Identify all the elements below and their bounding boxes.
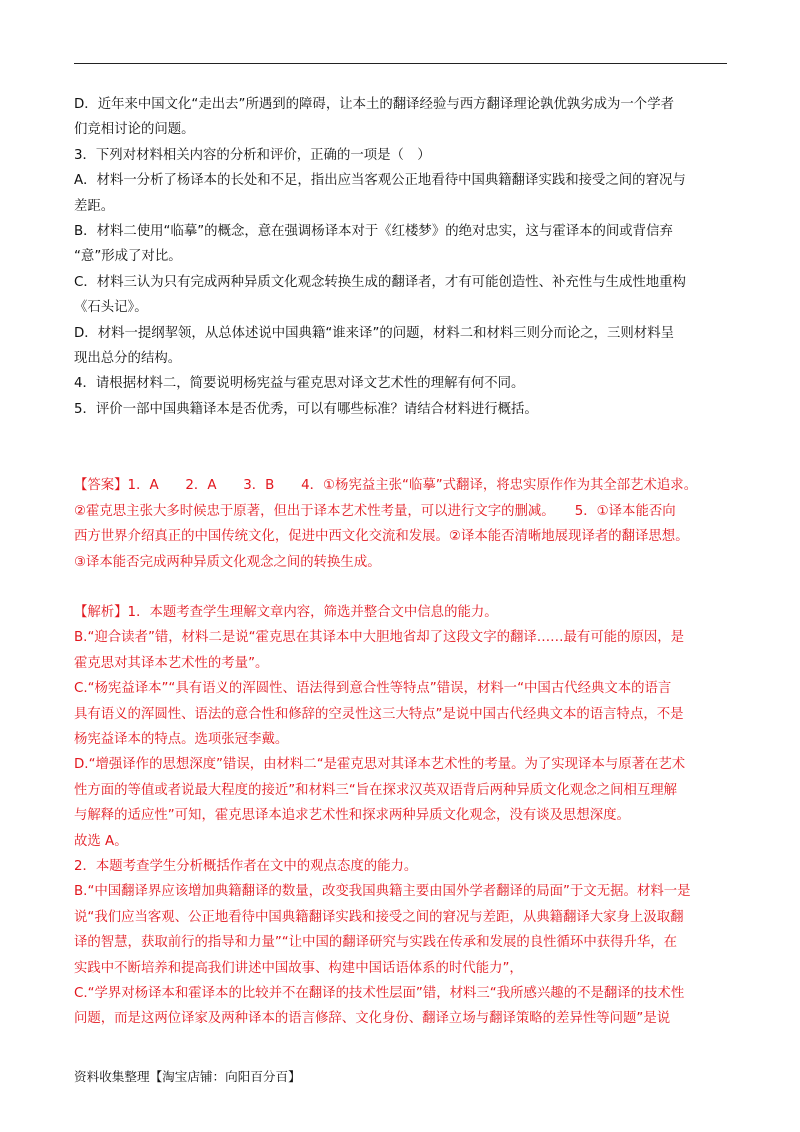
analysis-q2-b: B.“中国翻译界应该增加典籍翻译的数量，改变我国典籍主要由国外学者翻译的局面”于文无据。材料一是 说“我们应当客观、公正地看待中国典籍翻译实践和接受之间的窘况与差距，从典籍翻译大家身上汲取翻 译的智慧，获取前行的指导和力量”“让中国的翻译研究与实践在传承和发展的良性循环中获得升华，在 实践中不断培养和提高我们讲述中国故事、构建中国话语体系的时代能力”， [74,884,691,976]
header-rule [74,63,727,64]
question-3: 3．下列对材料相关内容的分析和评价，正确的一项是（ ） [74,147,431,163]
spacer [74,575,734,600]
analysis-d: D.“增强译作的思想深度”错误，由材料二“是霍克思对其译本艺术性的考量。为了实现译本与原著在艺术 性方面的等值或者说最大程度的接近”和材料三“旨在探求汉英双语背后两种异质文化观念之间相互理解 与解释的适应性”可知，霍克思译本追求艺术性和探求两种异质文化观念，没有谈及思想深度。 [74,757,686,824]
analysis-c: C.“杨宪益译本”“具有语义的浑圆性、语法得到意合性等特点”错误，材料一“中国古代经典文本的语言 具有语义的浑圆性、语法的意合性和修辞的空灵性这三大特点”是说中国古代经典文本的语言特点，不是 杨宪益译本的特点。选项张冠李戴。 [74,681,684,747]
option-d-q2: D．近年来中国文化“走出去”所遇到的障碍，让本土的翻译经验与西方翻译理论孰优孰劣成为一个学者 们竞相讨论的问题。 [74,97,674,138]
answer-block: 【答案】1．A 2．A 3．B 4．①杨宪益主张“临摹”式翻译，将忠实原作作为其全部艺术追求。 ②霍克思主张大多时候忠于原著，但出于译本艺术性考量，可以进行文字的删减。 5．①译本能否向 西方世界介绍真正的中国传统文化，促进中西文化交流和发展。②译本能否清晰地展现译者的翻译思想。 ③译本能否完成两种异质文化观念之间的转换生成。 [74,478,698,570]
page-footer: 资料收集整理【淘宝店铺：向阳百分百】 [74,1069,301,1084]
question-4: 4．请根据材料二，简要说明杨宪益与霍克思对译文艺术性的理解有何不同。 [74,376,525,392]
option-a-q3: A．材料一分析了杨译本的长处和不足，指出应当客观公正地看待中国典籍翻译实践和接受之间的窘况与 差距。 [74,173,686,214]
option-c-q3: C．材料三认为只有完成两种异质文化观念转换生成的翻译者，才有可能创造性、补充性与生成性地重构 《石头记》。 [74,274,686,316]
analysis-conclusion: 故选 A。 [74,833,128,849]
analysis-heading: 【解析】1．本题考查学生理解文章内容，筛选并整合文中信息的能力。 [74,604,498,620]
analysis-b: B.“迎合读者”错，材料二是说“霍克思在其译本中大胆地省却了这段文字的翻译……最有可能的原因，是 霍克思对其译本艺术性的考量”。 [74,630,685,671]
option-b-q3: B．材料二使用“临摹”的概念，意在强调杨译本对于《红楼梦》的绝对忠实，这与霍译本的间或背信弃 “意”形成了对比。 [74,224,673,265]
option-d-q3: D．材料一提纲挈领，从总体述说中国典籍“谁来译”的问题，材料二和材料三则分而论之，三则材料呈 现出总分的结构。 [74,325,674,367]
question-5: 5．评价一部中国典籍译本是否优秀，可以有哪些标准？请结合材料进行概括。 [74,401,538,417]
page-body [74,92,734,1032]
analysis-q2-heading: 2．本题考查学生分析概括作者在文中的观点态度的能力。 [74,858,418,874]
analysis-q2-c: C.“学界对杨译本和霍译本的比较并不在翻译的技术性层面”错，材料三“我所感兴趣的不是翻译的技术性 问题，而是这两位译家及两种译本的语言修辞、文化身份、翻译立场与翻译策略的差异性等问题”是说 [74,986,685,1027]
spacer [74,422,734,473]
